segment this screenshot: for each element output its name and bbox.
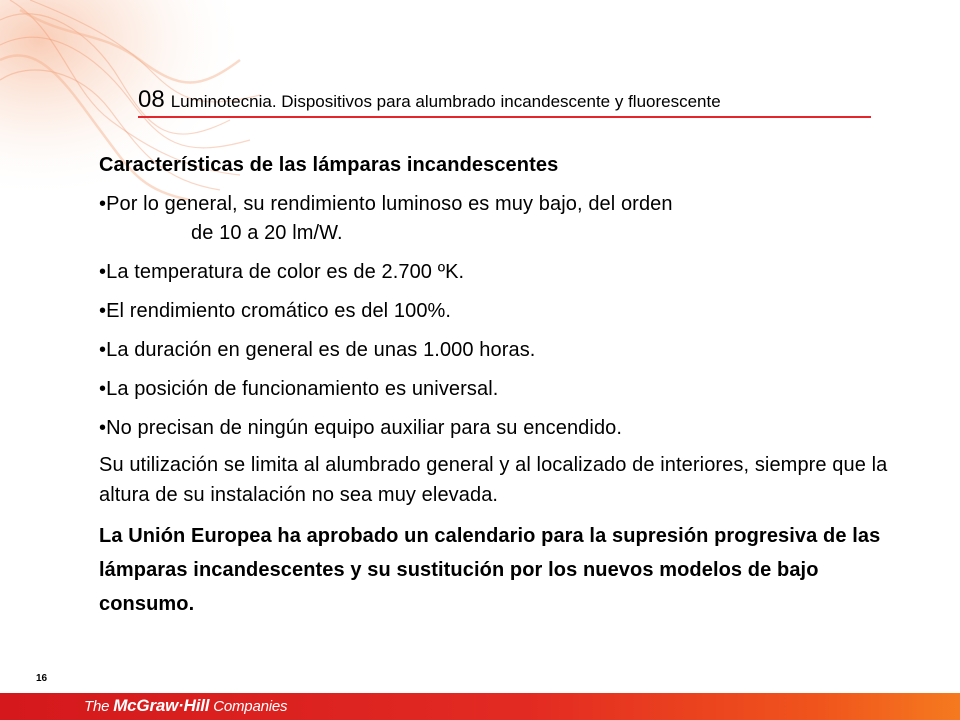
bullet-item: •La duración en general es de unas 1.000 horas. xyxy=(99,339,536,361)
publisher-logo xyxy=(84,696,287,716)
logo-name: McGraw·Hill xyxy=(113,696,210,715)
eu-regulation-paragraph: La Unión Europea ha aprobado un calendario para la supresión progresiva de las lámparas incandescentes y su sustitución por los nuevos modelos de bajo consumo. xyxy=(99,525,881,615)
bullet-line: •Por lo general, su rendimiento luminoso es muy bajo, del orden xyxy=(99,193,673,215)
logo-prefix: The xyxy=(84,698,114,715)
usage-paragraph: Su utilización se limita al alumbrado general y al localizado de interiores, siempre que la altura de su instalación no sea muy elevada. xyxy=(99,454,888,506)
bullet-item xyxy=(99,192,889,245)
slide-header xyxy=(138,86,871,118)
footer-bar xyxy=(0,693,960,720)
chapter-title: Luminotecnia. Dispositivos para alumbrado incandescente y fluorescente xyxy=(170,92,721,111)
bullet-item: •La temperatura de color es de 2.700 ºK. xyxy=(99,261,465,283)
logo-suffix: Companies xyxy=(209,698,288,715)
chapter-number: 08 xyxy=(138,86,165,113)
section-heading: Características de las lámparas incandescentes xyxy=(99,154,559,176)
bullet-line-continued: de 10 a 20 lm/W. xyxy=(191,222,343,244)
bullet-item: •No precisan de ningún equipo auxiliar para su encendido. xyxy=(99,417,623,439)
bullet-item: •El rendimiento cromático es del 100%. xyxy=(99,300,452,322)
bullet-item: •La posición de funcionamiento es universal. xyxy=(99,378,499,400)
page-number: 16 xyxy=(36,673,48,684)
slide-content xyxy=(99,153,889,636)
